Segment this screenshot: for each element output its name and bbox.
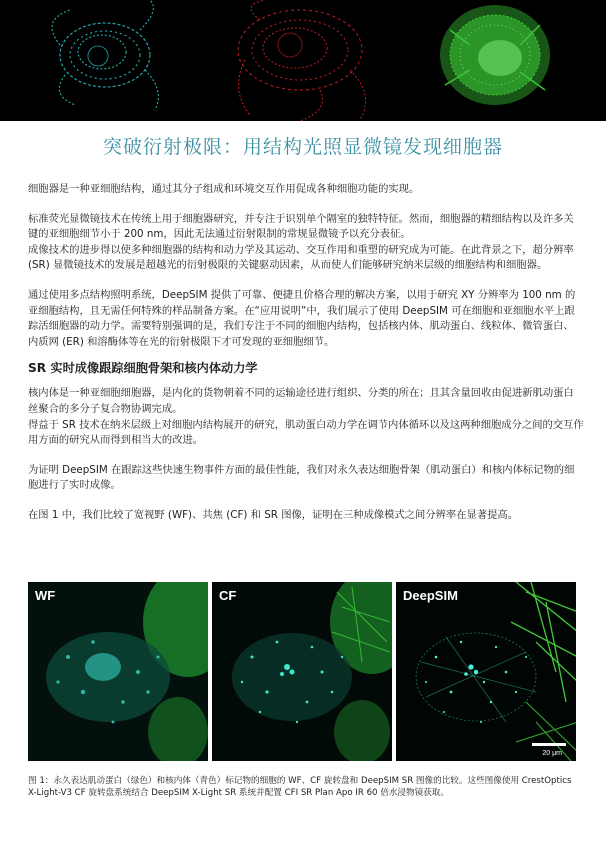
paragraph-endosome: 核内体是一种亚细胞细胞器，是内化的货物朝着不同的运输途径进行组织、分类的所在；且其含量回收由促进新肌动蛋白丝聚合的多分子复合物协调完成。 — [28, 387, 574, 415]
panel-wf — [28, 582, 208, 761]
paragraph-standard-microscopy: 标准荧光显微镜技术在传统上用于细胞器研究，并专注于识别单个隔室的独特特征。然而，细胞器的精细结构以及许多关键的亚细胞细节小于 200 nm，因此无法通过衍射限制的常规显微镜予以充分表征。 — [28, 212, 574, 241]
paragraph-imaging-advances: 成像技术的进步得以使多种细胞器的结构和动力学及其运动、交互作用和重塑的研究成为可能。在此背景之下，超分辨率 (SR) 显微镜技术的发展是超越光的衍射极限的关键驱动因素，从而使人们能够研究纳米层级的细胞结构和细胞器。 — [28, 243, 574, 272]
header-banner-image — [0, 0, 606, 121]
green-cell-image — [440, 5, 550, 105]
intro-paragraph: 细胞器是一种亚细胞结构，通过其分子组成和环境交互作用促成各种细胞功能的实现。 — [28, 183, 420, 195]
scale-bar — [532, 743, 566, 746]
scale-bar-label: 20 μm — [542, 750, 562, 757]
section-heading: SR 实时成像跟踪细胞骨架和核内体动力学 — [28, 361, 258, 376]
panel-label-wf: WF — [35, 588, 56, 603]
panel-label-cf: CF — [219, 588, 237, 603]
panel-cf — [212, 582, 392, 761]
paragraph-deepsim: 通过使用多点结构照明系统，DeepSIM 提供了可靠、便捷且价格合理的解决方案，以用于研究 XY 分辨率为 100 nm 的亚细胞结构，且无需任何特殊的样品制备方案。在“应用说明”中，我们展示了使用 DeepSIM 可在细胞和亚细胞水平上跟踪活细胞器的动力学。需要特别强调的是，我们专注于不同的细胞内结构，包括核内体、肌动蛋白、线粒体、微管蛋白、内质网 (ER) 和溶酶体等在光的衍射极限下才可发现的亚细胞细节。 — [28, 288, 576, 348]
page-title: 突破衍射极限：用结构光照显微镜发现细胞器 — [102, 136, 503, 158]
paragraph-figure-ref: 在图 1 中，我们比较了宽视野 (WF)、共焦 (CF) 和 SR 图像，证明在三种成像模式之间分辨率在显著提高。 — [28, 508, 519, 521]
paragraph-live-imaging: 为证明 DeepSIM 在跟踪这些快速生物事件方面的最佳性能，我们对永久表达细胞骨架（肌动蛋白）和核内体标记物的细胞进行了实时成像。 — [28, 463, 575, 492]
panel-deepsim — [396, 582, 576, 761]
panel-label-deepsim: DeepSIM — [403, 588, 458, 603]
figure-1 — [28, 582, 578, 761]
figure-caption: 图 1：永久表达肌动蛋白（绿色）和核内体（青色）标记物的细胞的 WF、CF 旋转盘和 DeepSIM SR 图像的比较。这些图像使用 CrestOptics X-Light-V3 CF 旋转盘系统结合 DeepSIM X-Light SR 系统并配置 CFI SR Plan Apo IR 60 倍水浸物镜获取。 — [28, 775, 572, 799]
paragraph-sr-actin: 得益于 SR 技术在纳米层级上对细胞内结构展开的研究，肌动蛋白动力学在调节内体循环以及这两种细胞成分之间的交互作用方面的研究从而得到相当大的改进。 — [28, 418, 584, 447]
article-body — [28, 182, 584, 524]
